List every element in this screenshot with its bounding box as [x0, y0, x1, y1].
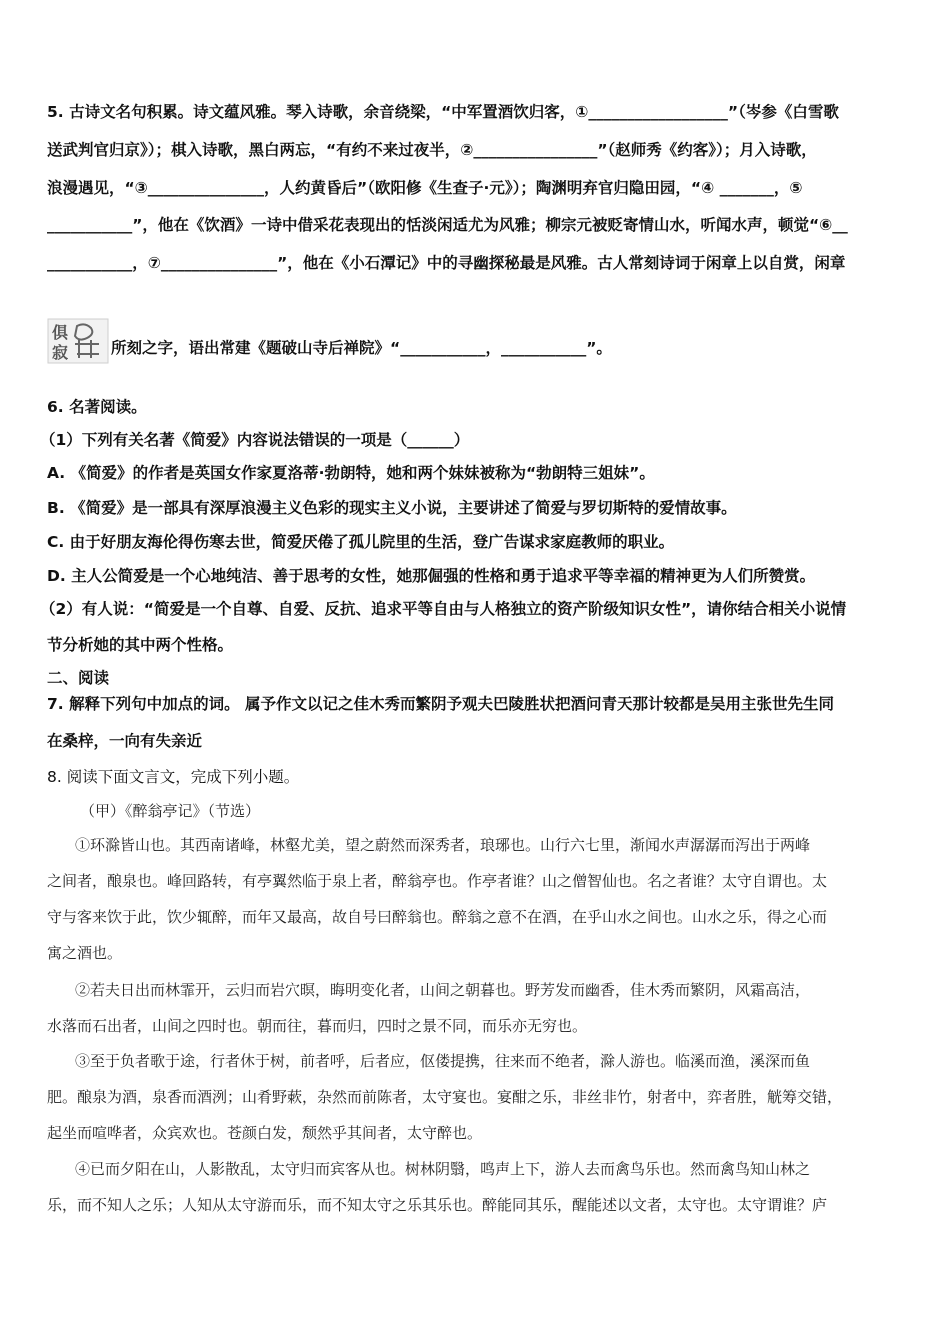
q6-option-a: A. 《简爱》的作者是英国女作家夏洛蒂·勃朗特，她和两个妹妹被称为“勃朗特三姐妹”。 [47, 464, 655, 482]
q6-sub1: （1）下列有关名著《简爱》内容说法错误的一项是（______） [40, 431, 470, 449]
q6-title: 6. 名著阅读。 [47, 398, 147, 416]
q8-p3-line3: 起坐而喧哗者，众宾欢也。苍颜白发，颓然乎其间者，太守醉也。 [47, 1124, 483, 1142]
q8-p1-line3: 守与客来饮于此，饮少辄醉，而年又最高，故自号曰醉翁也。醉翁之意不在酒，在乎山水之间也。山水之乐，得之心而 [47, 908, 828, 926]
q5-line-1: 5. 古诗文名句积累。诗文蕴风雅。琴入诗歌，余音绕梁，“中军置酒饮归客，①__________________”（岑参《白雪歌 [47, 103, 839, 121]
q5-line-4: ___________”，他在《饮酒》一诗中借采花表现出的恬淡闲适尤为风雅；柳宗元被贬寄情山水，听闻水声，顿觉“⑥__ [47, 216, 848, 234]
q5-line-5: ___________，⑦_______________”，他在《小石潭记》中的寻幽探秘最是风雅。古人常刻诗词于闲章上以自赏，闲章 [47, 254, 846, 272]
q6-option-b: B. 《简爱》是一部具有深厚浪漫主义色彩的现实主义小说，主要讲述了简爱与罗切斯特的爱情故事。 [47, 499, 737, 517]
q6-sub2-line2: 节分析她的其中两个性格。 [47, 636, 234, 654]
q5-line-6: 所刻之字，语出常建《题破山寺后禅院》“___________，___________”。 [111, 339, 612, 357]
q8-intro: 8. 阅读下面文言文，完成下列小题。 [47, 768, 300, 786]
seal-stamp-image [47, 318, 109, 364]
q8-source-title: （甲）《醉翁亭记》（节选） [80, 802, 261, 820]
q8-p2-line1: ②若夫日出而林霏开，云归而岩穴暝，晦明变化者，山间之朝暮也。野芳发而幽香，佳木秀而繁阴，风霜高洁， [75, 981, 811, 999]
q8-p3-line2: 肥。酿泉为酒，泉香而酒洌；山肴野蔌，杂然而前陈者，太守宴也。宴酣之乐，非丝非竹，射者中，弈者胜，觥筹交错， [47, 1088, 843, 1106]
q7-line-2: 在桑梓，一向有失亲近 [47, 732, 203, 750]
q5-line-3: 浪漫遇见，“③_______________，人约黄昏后”（欧阳修《生查子·元》）；陶渊明弃官归隐田园，“④ _______，⑤ [47, 179, 803, 197]
q6-option-d: D. 主人公简爱是一个心地纯洁、善于思考的女性，她那倔强的性格和勇于追求平等幸福的精神更为人们所赞赏。 [47, 567, 816, 585]
q7-line-1: 7. 解释下列句中加点的词。 属予作文以记之佳木秀而繁阴予观夫巴陵胜状把酒问青天那计较都是吴用主张世先生同 [47, 695, 834, 713]
q8-p4-line1: ④已而夕阳在山，人影散乱，太守归而宾客从也。树林阴翳，鸣声上下，游人去而禽鸟乐也。然而禽鸟知山林之 [75, 1160, 811, 1178]
q6-option-c: C. 由于好朋友海伦得伤寒去世，简爱厌倦了孤儿院里的生活，登广告谋求家庭教师的职业。 [47, 533, 675, 551]
q8-p1-line2: 之间者，酿泉也。峰回路转，有亭翼然临于泉上者，醉翁亭也。作亭者谁？山之僧智仙也。名之者谁？太守自谓也。太 [47, 872, 828, 890]
svg-text:俱: 俱 [52, 323, 69, 342]
q8-p1-line4: 寓之酒也。 [47, 944, 123, 962]
q5-line-2: 送武判官归京》）；棋入诗歌，黑白两忘，“有约不来过夜半，②________________”（赵师秀《约客》）；月入诗歌， [47, 141, 817, 159]
q8-p1-line1: ①环滁皆山也。其西南诸峰，林壑尤美，望之蔚然而深秀者，琅琊也。山行六七里，渐闻水声潺潺而泻出于两峰 [75, 836, 811, 854]
seal-stamp-graphic [47, 318, 109, 364]
q8-p4-line2: 乐，而不知人之乐；人知从太守游而乐，而不知太守之乐其乐也。醉能同其乐，醒能述以文者，太守也。太守谓谁？庐 [47, 1196, 828, 1214]
q8-p3-line1: ③至于负者歌于途，行者休于树，前者呼，后者应，伛偻提携，往来而不绝者，滁人游也。临溪而渔，溪深而鱼 [75, 1052, 811, 1070]
q8-p2-line2: 水落而石出者，山间之四时也。朝而往，暮而归，四时之景不同，而乐亦无穷也。 [47, 1017, 588, 1035]
section-heading-reading: 二、阅读 [47, 669, 110, 687]
svg-text:寂: 寂 [52, 343, 69, 362]
q6-sub2-line1: （2）有人说：“简爱是一个自尊、自爱、反抗、追求平等自由与人格独立的资产阶级知识女性”，请你结合相关小说情 [40, 600, 847, 618]
